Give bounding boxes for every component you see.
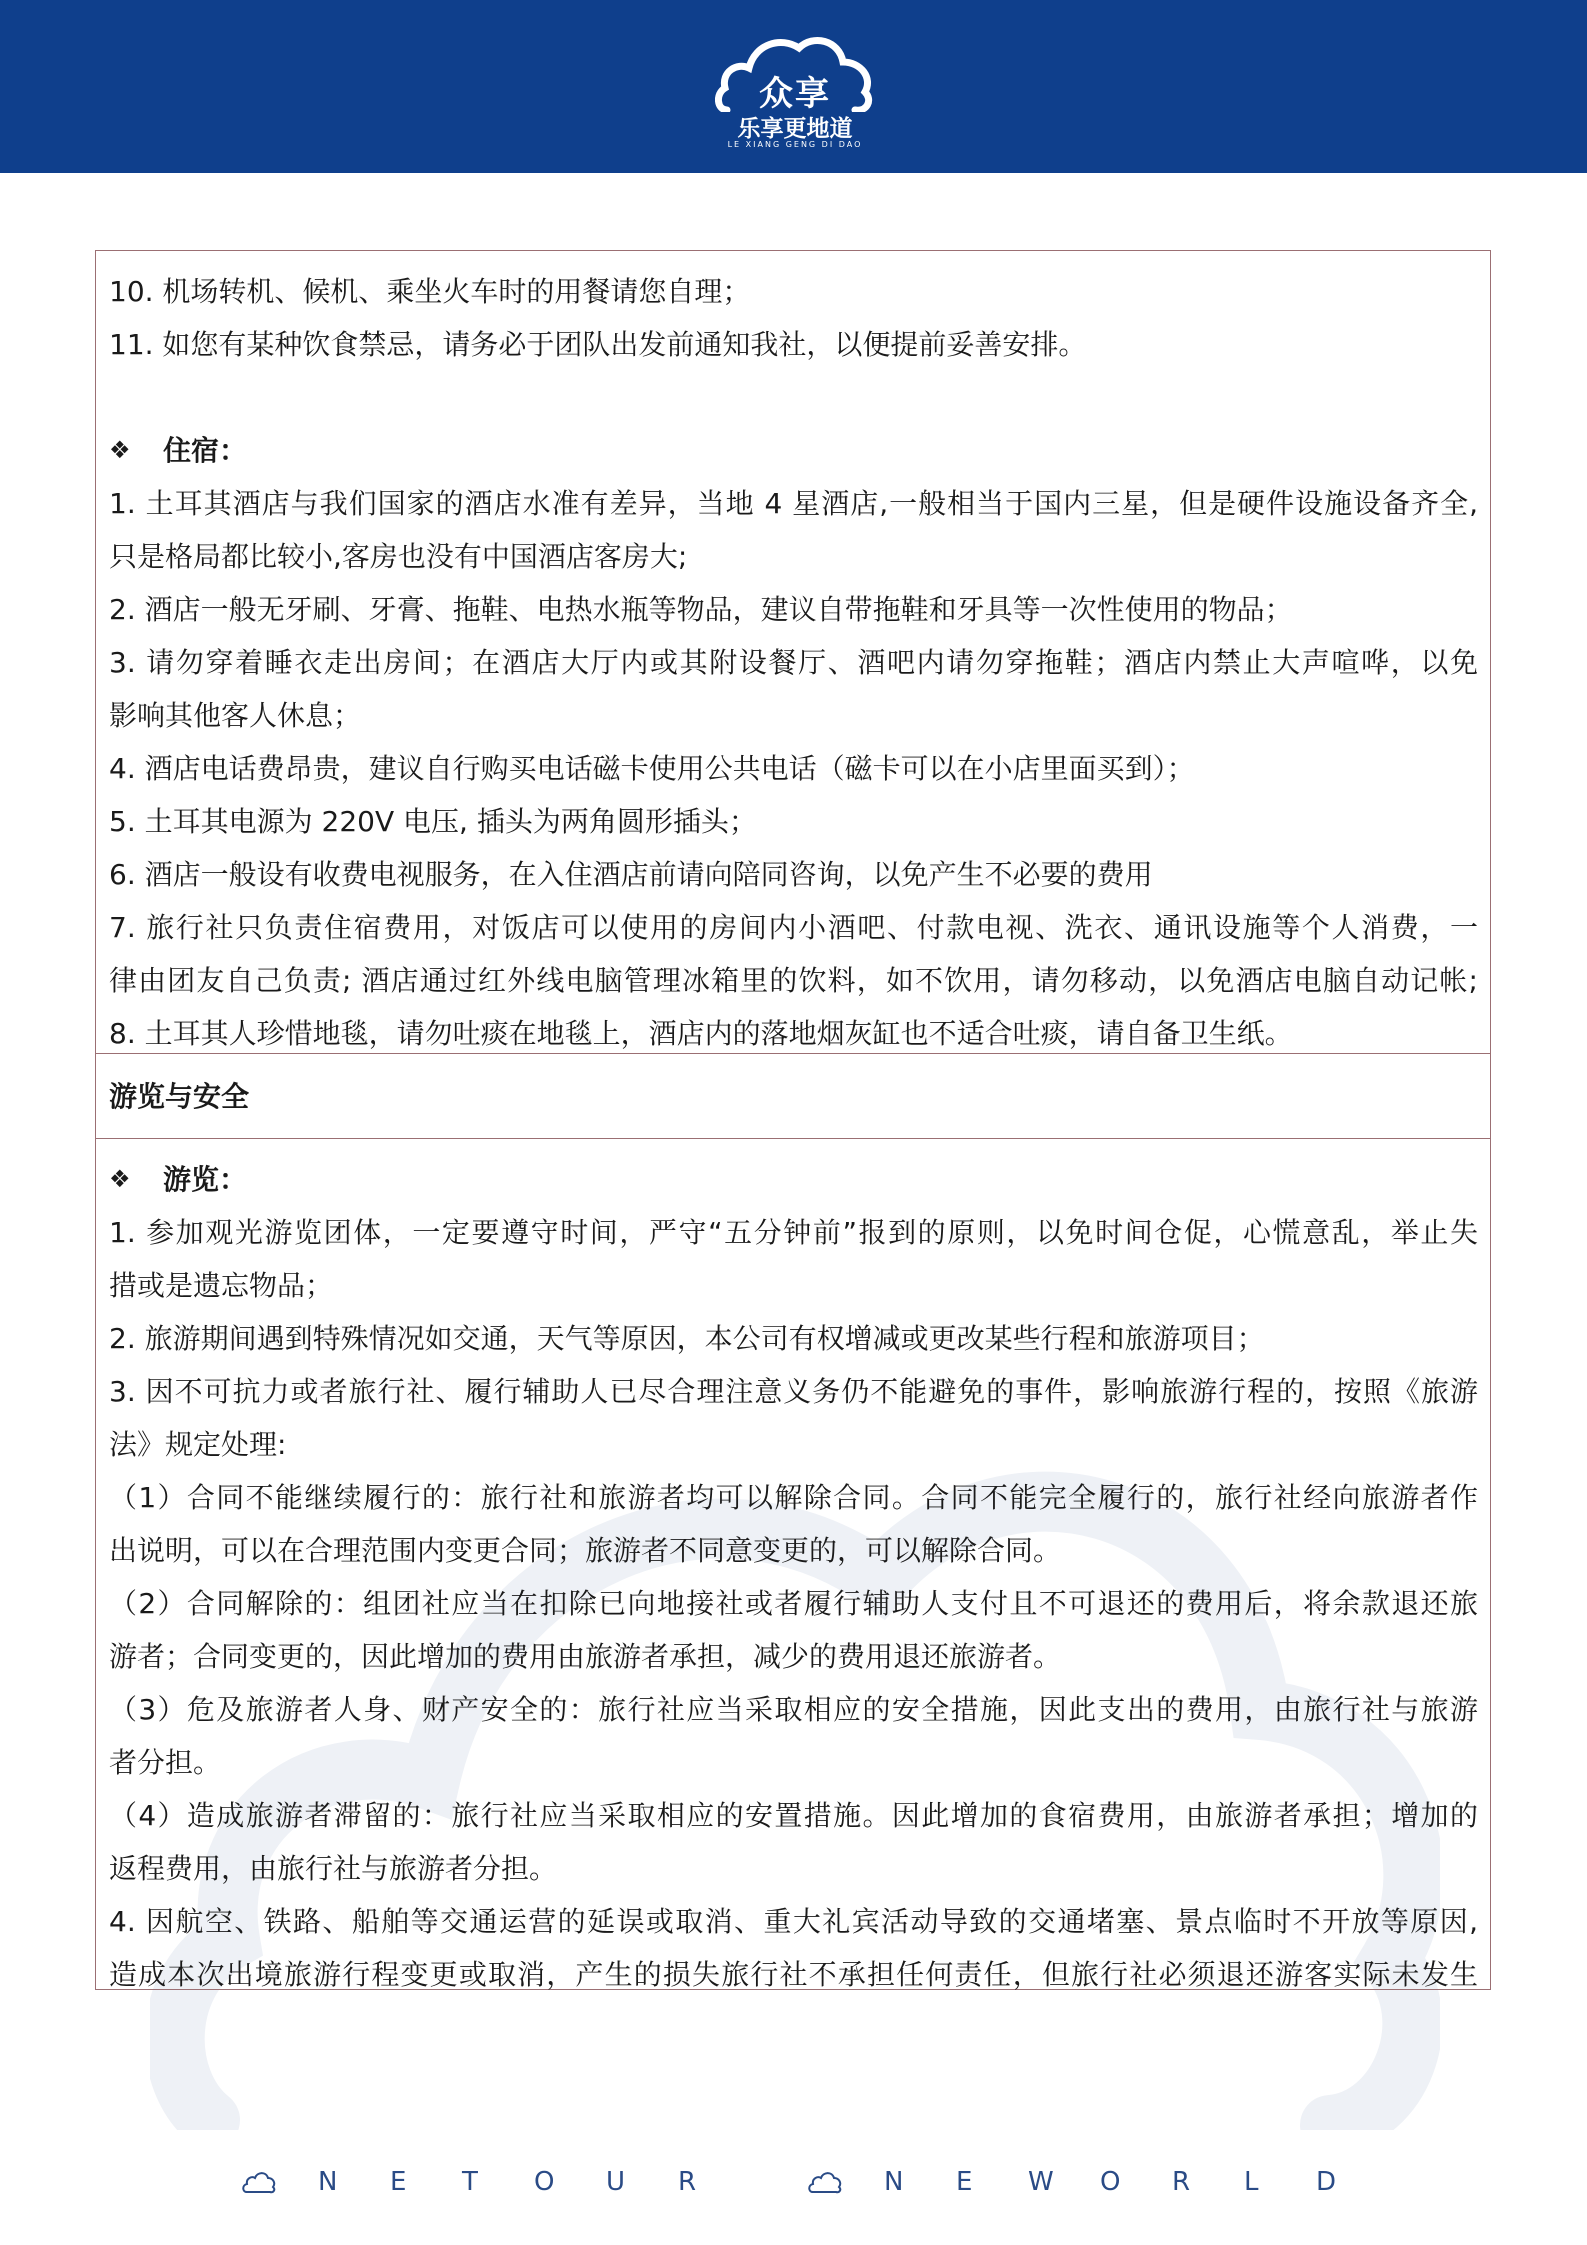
footer-letter: E [956, 2167, 973, 2197]
footer-letter: O [534, 2167, 555, 2197]
footer-letter: W [1028, 2167, 1054, 2197]
footer-letter: N [318, 2167, 338, 2197]
table-cell-section-title [96, 1053, 1490, 1139]
footer-letter: R [1172, 2167, 1191, 2197]
footer-letter: R [678, 2167, 697, 2197]
logo-slogan: 乐享更地道 [737, 116, 853, 142]
footer-letter: D [1316, 2167, 1337, 2197]
sightseeing-line: （1）合同不能继续履行的：旅行社和旅游者均可以解除合同。合同不能完全履行的，旅行社经向旅游者作 [109, 1481, 1478, 1514]
table-cell-sightseeing [96, 1139, 1490, 1991]
sightseeing-line: 法》规定处理: [109, 1428, 287, 1461]
accommodation-line: 7. 旅行社只负责住宿费用，对饭店可以使用的房间内小酒吧、付款电视、洗衣、通讯设施等个人消费，一 [109, 911, 1478, 944]
spacer [109, 371, 1478, 424]
page-header [0, 0, 1587, 173]
accommodation-line: 1. 土耳其酒店与我们国家的酒店水准有差异，当地 4 星酒店,一般相当于国内三星，但是硬件设施设备齐全, [109, 487, 1478, 520]
logo-title: 众享 [759, 74, 831, 114]
footer-onetour [242, 2160, 750, 2204]
sightseeing-line: 造成本次出境旅游行程变更或取消，产生的损失旅行社不承担任何责任，但旅行社必须退还游客实际未发生 [109, 1958, 1478, 1991]
brand-logo [715, 22, 875, 152]
accommodation-line: 5. 土耳其电源为 220V 电压, 插头为两角圆形插头； [109, 805, 757, 838]
sightseeing-line: 返程费用，由旅行社与旅游者分担。 [109, 1852, 558, 1885]
accommodation-line: 只是格局都比较小,客房也没有中国酒店客房大; [109, 540, 688, 573]
cloud-icon [242, 2170, 276, 2194]
footer-letter: L [1244, 2167, 1259, 2197]
accommodation-line: 律由团友自己负责; 酒店通过红外线电脑管理冰箱里的饮料，如不饮用，请勿移动，以免酒店电脑自动记帐; [109, 964, 1478, 997]
dining-note-11: 11. 如您有某种饮食禁忌，请务必于团队出发前通知我社，以便提前妥善安排。 [109, 328, 1087, 361]
footer-letter: U [606, 2167, 626, 2197]
accommodation-line: 2. 酒店一般无牙刷、牙膏、拖鞋、电热水瓶等物品，建议自带拖鞋和牙具等一次性使用的物品； [109, 593, 1293, 626]
section-title: 游览与安全 [109, 1080, 250, 1113]
diamond-bullet-icon: ❖ [109, 1165, 131, 1193]
accommodation-line: 影响其他客人休息； [109, 699, 362, 732]
content-table [95, 250, 1491, 1990]
sightseeing-line: （2）合同解除的：组团社应当在扣除已向地接社或者履行辅助人支付且不可退还的费用后，将余款退还旅 [109, 1587, 1478, 1620]
footer-oneworld [808, 2160, 1388, 2204]
logo-pinyin: LE XIANG GENG DI DAO [727, 140, 863, 149]
accommodation-heading [109, 424, 1478, 477]
sightseeing-line: 者分担。 [109, 1746, 222, 1779]
footer-letters [884, 2167, 1388, 2197]
sightseeing-line: 2. 旅游期间遇到特殊情况如交通，天气等原因，本公司有权增减或更改某些行程和旅游项目； [109, 1322, 1265, 1355]
sightseeing-line: 1. 参加观光游览团体，一定要遵守时间，严守“五分钟前”报到的原则，以免时间仓促，心慌意乱，举止失 [109, 1216, 1478, 1249]
diamond-bullet-icon: ❖ [109, 436, 131, 464]
sightseeing-line: （3）危及旅游者人身、财产安全的：旅行社应当采取相应的安全措施，因此支出的费用，由旅行社与旅游 [109, 1693, 1478, 1726]
dining-note-10: 10. 机场转机、候机、乘坐火车时的用餐请您自理； [109, 275, 751, 308]
sightseeing-title: 游览： [163, 1163, 248, 1196]
sightseeing-line: （4）造成旅游者滞留的：旅行社应当采取相应的安置措施。因此增加的食宿费用，由旅游者承担；增加的 [109, 1799, 1478, 1832]
sightseeing-line: 4. 因航空、铁路、船舶等交通运营的延误或取消、重大礼宾活动导致的交通堵塞、景点临时不开放等原因, [109, 1905, 1478, 1938]
sightseeing-line: 3. 因不可抗力或者旅行社、履行辅助人已尽合理注意义务仍不能避免的事件，影响旅游行程的，按照《旅游 [109, 1375, 1478, 1408]
accommodation-line: 6. 酒店一般设有收费电视服务，在入住酒店前请向陪同咨询，以免产生不必要的费用 [109, 858, 1153, 891]
footer-letter: N [884, 2167, 904, 2197]
accommodation-title: 住宿： [163, 434, 248, 467]
footer-letter: T [462, 2167, 478, 2197]
sightseeing-line: 措或是遗忘物品； [109, 1269, 334, 1302]
sightseeing-line: 出说明，可以在合理范围内变更合同；旅游者不同意变更的，可以解除合同。 [109, 1534, 1062, 1567]
cloud-icon [808, 2170, 842, 2194]
table-cell-accommodation [96, 251, 1490, 1053]
accommodation-line: 8. 土耳其人珍惜地毯，请勿吐痰在地毯上，酒店内的落地烟灰缸也不适合吐痰，请自备卫生纸。 [109, 1017, 1293, 1050]
page-footer [0, 2160, 1587, 2204]
footer-letters [318, 2167, 750, 2197]
sightseeing-line: 游者；合同变更的，因此增加的费用由旅游者承担，减少的费用退还旅游者。 [109, 1640, 1062, 1673]
footer-letter: O [1100, 2167, 1121, 2197]
sightseeing-heading [109, 1153, 1478, 1206]
accommodation-line: 4. 酒店电话费昂贵，建议自行购买电话磁卡使用公共电话（磁卡可以在小店里面买到）； [109, 752, 1195, 785]
footer-letter: E [390, 2167, 407, 2197]
accommodation-line: 3. 请勿穿着睡衣走出房间；在酒店大厅内或其附设餐厅、酒吧内请勿穿拖鞋；酒店内禁止大声喧哗，以免 [109, 646, 1478, 679]
